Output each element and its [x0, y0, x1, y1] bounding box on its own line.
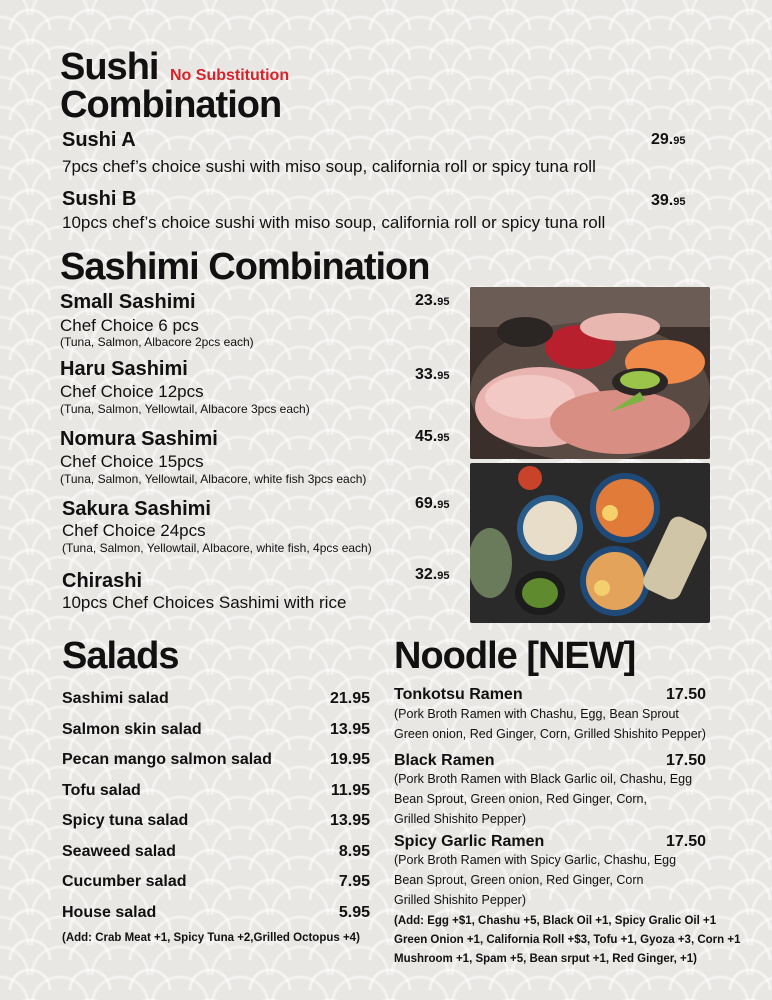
sakura-sashimi-name: Sakura Sashimi	[62, 498, 211, 520]
desc-line: Green onion, Red Ginger, Corn, Grilled Shishito Pepper)	[394, 727, 706, 741]
sushi-title-line2: Combination	[60, 84, 282, 126]
sashimi-platter-photo	[470, 287, 710, 459]
black-ramen-desc	[394, 769, 692, 829]
small-sashimi-name: Small Sashimi	[60, 291, 196, 313]
sashimi-title: Sashimi Combination	[60, 246, 430, 288]
chirashi-desc: 10pcs Chef Choices Sashimi with rice	[62, 593, 347, 612]
no-substitution-note: No Substitution	[170, 67, 290, 84]
salad-price: 21.95	[329, 690, 370, 708]
sakura-sashimi-desc: Chef Choice 24pcs	[62, 521, 206, 540]
noodle-addon	[394, 912, 740, 969]
ramen-table-photo	[470, 463, 710, 623]
noodle-title: Noodle [NEW]	[394, 635, 636, 677]
desc-line: Grilled Shishito Pepper)	[394, 893, 527, 907]
salad-row	[62, 776, 370, 807]
salad-row	[62, 867, 370, 898]
haru-sashimi-name: Haru Sashimi	[60, 358, 188, 380]
sakura-sashimi-price: 69.95	[415, 495, 450, 512]
salad-price: 5.95	[338, 903, 370, 921]
sushi-title-line1: Sushi	[60, 46, 159, 88]
salad-price: 7.95	[338, 873, 370, 891]
salad-name: Sashimi salad	[62, 690, 169, 708]
desc-line: Bean Sprout, Green onion, Red Ginger, Corn	[394, 873, 644, 887]
chirashi-price: 32.95	[415, 566, 450, 583]
sushi-a-desc: 7pcs chef’s choice sushi with miso soup, california roll or spicy tuna roll	[62, 157, 596, 176]
tonkotsu-ramen-desc	[394, 704, 706, 744]
small-sashimi-price: 23.95	[415, 292, 450, 309]
sushi-b-price: 39.95	[651, 192, 686, 209]
addon-line: Green Onion +1, California Roll +$3, Tofu +1, Gyoza +3, Corn +1	[394, 934, 741, 946]
black-ramen-name: Black Ramen	[394, 752, 495, 769]
desc-line: Bean Sprout, Green onion, Red Ginger, Corn,	[394, 792, 647, 806]
salad-row	[62, 898, 370, 929]
sushi-b-name: Sushi B	[62, 188, 137, 210]
sakura-sashimi-detail: (Tuna, Salmon, Yellowtail, Albacore, white fish, 4pcs each)	[62, 541, 372, 555]
salad-name: Cucumber salad	[62, 873, 187, 891]
salad-price: 19.95	[329, 751, 370, 769]
salad-row	[62, 806, 370, 837]
spicy-garlic-ramen-name: Spicy Garlic Ramen	[394, 833, 545, 850]
salad-row	[62, 837, 370, 868]
salad-name: Spicy tuna salad	[62, 812, 189, 830]
salad-name: Pecan mango salmon salad	[62, 751, 272, 769]
chirashi-name: Chirashi	[62, 570, 143, 592]
salads-addon: (Add: Crab Meat +1, Spicy Tuna +2,Grilled Octopus +4)	[62, 932, 360, 944]
salads-title: Salads	[62, 635, 179, 677]
tonkotsu-ramen-name: Tonkotsu Ramen	[394, 686, 523, 703]
haru-sashimi-detail: (Tuna, Salmon, Yellowtail, Albacore 3pcs each)	[60, 402, 310, 416]
spicy-garlic-ramen-price: 17.50	[666, 833, 707, 850]
tonkotsu-ramen-price: 17.50	[666, 686, 707, 703]
haru-sashimi-price: 33.95	[415, 366, 450, 383]
spicy-garlic-ramen-desc	[394, 850, 676, 910]
sushi-b-desc: 10pcs chef’s choice sushi with miso soup, california roll or spicy tuna roll	[62, 213, 606, 232]
nomura-sashimi-name: Nomura Sashimi	[60, 428, 218, 450]
addon-line: Mushroom +1, Spam +5, Bean srput +1, Red Ginger, +1)	[394, 953, 697, 965]
desc-line: (Pork Broth Ramen with Chashu, Egg, Bean Sprout	[394, 707, 679, 721]
addon-line: (Add: Egg +$1, Chashu +5, Black Oil +1, Spicy Gralic Oil +1	[394, 915, 717, 927]
black-ramen-price: 17.50	[666, 752, 707, 769]
salad-row	[62, 684, 370, 715]
nomura-sashimi-detail: (Tuna, Salmon, Yellowtail, Albacore, white fish 3pcs each)	[60, 472, 367, 486]
haru-sashimi-desc: Chef Choice 12pcs	[60, 382, 204, 401]
salad-name: Tofu salad	[62, 781, 141, 799]
salad-price: 13.95	[329, 720, 370, 738]
salad-name: Seaweed salad	[62, 842, 176, 860]
desc-line: Grilled Shishito Pepper)	[394, 812, 527, 826]
sushi-a-price: 29.95	[651, 131, 686, 148]
desc-line: (Pork Broth Ramen with Black Garlic oil, Chashu, Egg	[394, 772, 693, 786]
sushi-a-name: Sushi A	[62, 129, 136, 151]
salads-list	[62, 684, 370, 928]
salad-row	[62, 715, 370, 746]
salad-price: 11.95	[330, 781, 370, 799]
salad-name: Salmon skin salad	[62, 720, 202, 738]
small-sashimi-desc: Chef Choice 6 pcs	[60, 316, 199, 335]
salad-row	[62, 745, 370, 776]
nomura-sashimi-price: 45.95	[415, 428, 450, 445]
desc-line: (Pork Broth Ramen with Spicy Garlic, Chashu, Egg	[394, 853, 677, 867]
salad-price: 13.95	[329, 812, 370, 830]
small-sashimi-detail: (Tuna, Salmon, Albacore 2pcs each)	[60, 335, 254, 349]
salad-price: 8.95	[338, 842, 370, 860]
salad-name: House salad	[62, 903, 157, 921]
nomura-sashimi-desc: Chef Choice 15pcs	[60, 452, 204, 471]
